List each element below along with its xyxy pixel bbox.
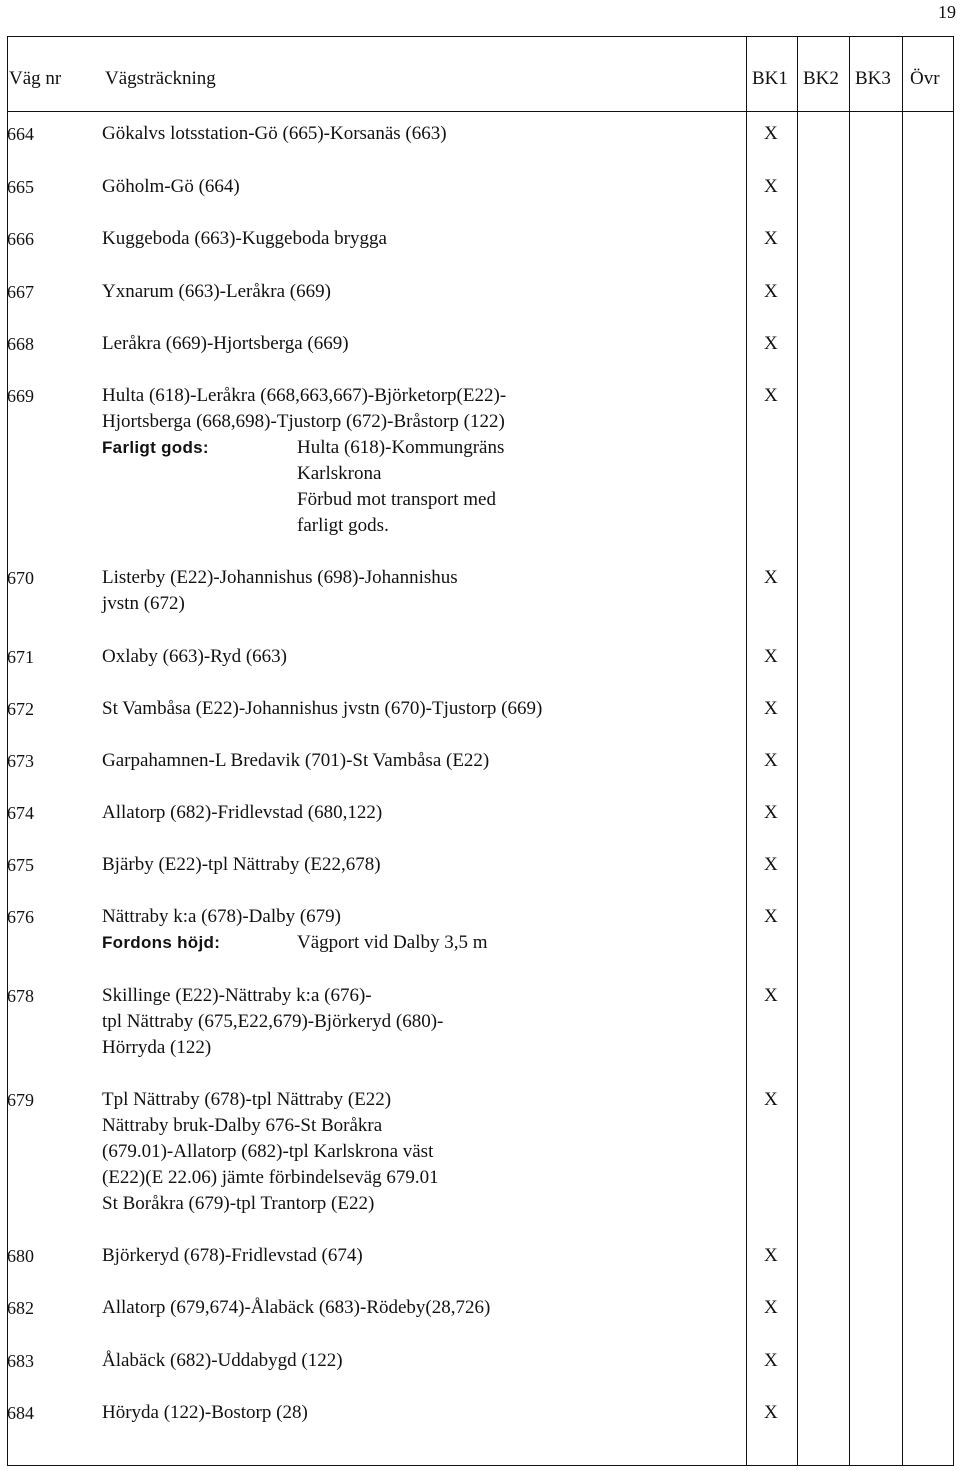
description-line: Kuggeboda (663)-Kuggeboda brygga [102,228,387,249]
road-number: 683 [7,1351,34,1371]
bk1-mark: X [764,1297,778,1318]
description-line: Hjortsberga (668,698)-Tjustorp (672)-Bråstorp (122) [102,411,505,432]
description-line: Bjärby (E22)-tpl Nättraby (E22,678) [102,854,381,875]
restriction-label: Farligt gods: [102,438,209,457]
description-line: Tpl Nättraby (678)-tpl Nättraby (E22) [102,1089,392,1110]
description-line: Nättraby k:a (678)-Dalby (679) [102,906,342,927]
restriction-label: Fordons höjd: [102,933,221,952]
column-divider-bk3 [902,36,903,1466]
description-line: Nättraby bruk-Dalby 676-St Boråkra [102,1115,383,1136]
description-line: Björkeryd (678)-Fridlevstad (674) [102,1245,363,1266]
road-number: 684 [7,1403,34,1423]
description-line: Leråkra (669)-Hjortsberga (669) [102,333,349,354]
header-vag-nr: Väg nr [9,68,62,89]
description-line: Ålabäck (682)-Uddabygd (122) [102,1350,343,1371]
header-bk1: BK1 [752,68,788,89]
road-number: 671 [7,647,34,667]
restriction-note [102,435,742,461]
road-description [102,121,742,147]
restriction-text: farligt gods. [297,515,389,536]
road-description [102,1400,742,1426]
restriction-text: Vägport vid Dalby 3,5 m [297,932,488,953]
header-ovr: Övr [910,68,940,89]
road-number: 667 [7,282,34,302]
description-line: Oxlaby (663)-Ryd (663) [102,646,287,667]
bk1-mark: X [764,1245,778,1266]
bk1-mark: X [764,854,778,875]
road-number: 676 [7,907,34,927]
road-description [102,383,742,539]
header-bk3: BK3 [855,68,891,89]
road-description [102,800,742,826]
description-line: (679.01)-Allatorp (682)-tpl Karlskrona väst [102,1141,434,1162]
column-divider-description [746,36,747,1466]
description-line: St Vambåsa (E22)-Johannishus jvstn (670)-Tjustorp (669) [102,698,543,719]
description-line: Gökalvs lotsstation-Gö (665)-Korsanäs (663) [102,123,447,144]
road-description [102,852,742,878]
bk1-mark: X [764,1089,778,1110]
road-description [102,279,742,305]
description-line: Listerby (E22)-Johannishus (698)-Johannishus [102,567,458,588]
road-number: 682 [7,1298,34,1318]
road-description [102,174,742,200]
bk1-mark: X [764,1402,778,1423]
road-number: 679 [7,1090,34,1110]
description-line: Garpahamnen-L Bredavik (701)-St Vambåsa (E22) [102,750,490,771]
description-line: Hörryda (122) [102,1037,212,1058]
road-number: 669 [7,386,34,406]
bk1-mark: X [764,567,778,588]
road-description [102,1087,742,1217]
description-line: Göholm-Gö (664) [102,176,240,197]
road-number: 670 [7,568,34,588]
restriction-note [102,930,742,956]
description-line: tpl Nättraby (675,E22,679)-Björkeryd (680)- [102,1011,444,1032]
road-description [102,331,742,357]
road-description [102,904,742,956]
road-description [102,748,742,774]
road-number: 678 [7,986,34,1006]
description-line: Hulta (618)-Leråkra (668,663,667)-Björketorp(E22)- [102,385,507,406]
bk1-mark: X [764,228,778,249]
road-description [102,644,742,670]
road-description [102,1348,742,1374]
bk1-mark: X [764,646,778,667]
restriction-text: Karlskrona [297,463,382,484]
description-line: jvstn (672) [102,593,185,614]
bk1-mark: X [764,985,778,1006]
restriction-text: Hulta (618)-Kommungräns [297,437,505,458]
road-number: 668 [7,334,34,354]
page-number: 19 [938,2,956,22]
column-divider-bk1 [797,36,798,1466]
bk1-mark: X [764,281,778,302]
road-number: 674 [7,803,34,823]
road-number: 675 [7,855,34,875]
road-description [102,565,742,617]
road-description [102,983,742,1061]
road-number: 665 [7,177,34,197]
header-rule [7,111,954,112]
bk1-mark: X [764,750,778,771]
bk1-mark: X [764,385,778,406]
restriction-text: Förbud mot transport med [297,489,496,510]
road-description [102,226,742,252]
bk1-mark: X [764,802,778,823]
column-divider-bk2 [849,36,850,1466]
bk1-mark: X [764,1350,778,1371]
road-description [102,1243,742,1269]
road-number: 672 [7,699,34,719]
bk1-mark: X [764,698,778,719]
road-number: 664 [7,124,34,144]
header-bk2: BK2 [803,68,839,89]
road-number: 680 [7,1246,34,1266]
description-line: Höryda (122)-Bostorp (28) [102,1402,308,1423]
bk1-mark: X [764,123,778,144]
road-number: 666 [7,229,34,249]
bk1-mark: X [764,906,778,927]
description-line: (E22)(E 22.06) jämte förbindelseväg 679.01 [102,1167,439,1188]
description-line: Allatorp (682)-Fridlevstad (680,122) [102,802,383,823]
header-vagstrackning: Vägsträckning [105,68,216,89]
description-line: Skillinge (E22)-Nättraby k:a (676)- [102,985,372,1006]
road-description [102,1295,742,1321]
bk1-mark: X [764,176,778,197]
road-number: 673 [7,751,34,771]
road-description [102,696,742,722]
description-line: Allatorp (679,674)-Ålabäck (683)-Rödeby(28,726) [102,1297,491,1318]
description-line: St Boråkra (679)-tpl Trantorp (E22) [102,1193,375,1214]
description-line: Yxnarum (663)-Leråkra (669) [102,281,331,302]
bk1-mark: X [764,333,778,354]
